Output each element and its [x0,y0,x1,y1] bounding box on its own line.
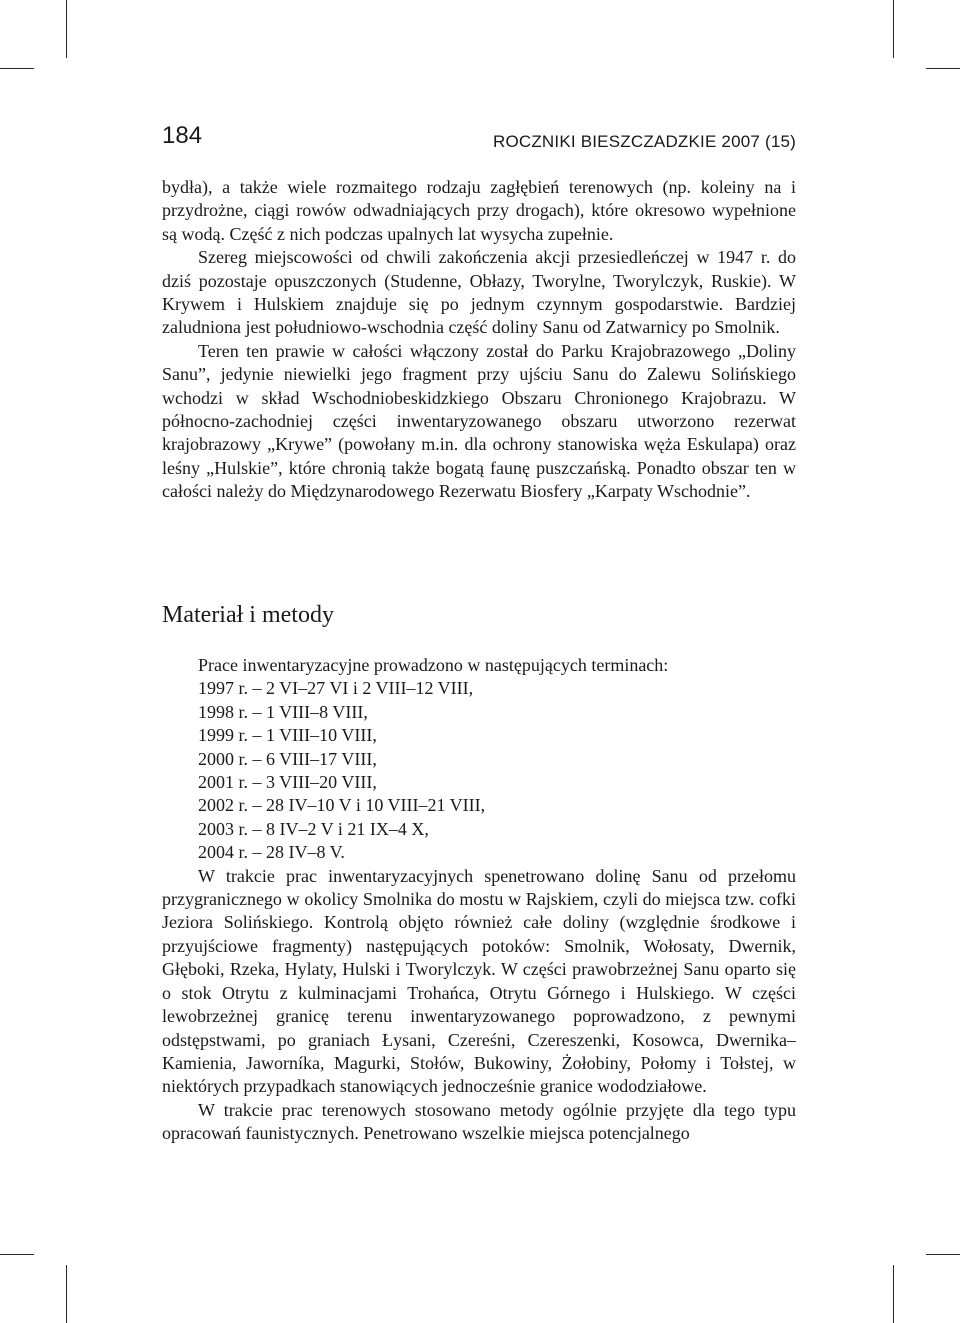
list-item: 2001 r. – 3 VIII–20 VIII, [198,772,377,793]
crop-mark-bottom-right [893,1265,894,1323]
crop-mark-right-upper [926,68,960,69]
crop-mark-left-lower [0,1254,34,1255]
crop-mark-top-left [66,0,67,58]
crop-mark-right-lower [926,1254,960,1255]
list-item: 1997 r. – 2 VI–27 VI i 2 VIII–12 VIII, [198,678,474,699]
page-header [162,118,796,158]
list-item: 1999 r. – 1 VIII–10 VIII, [198,725,377,746]
crop-mark-bottom-left [66,1265,67,1323]
terms-intro: Prace inwentaryzacyjne prowadzono w następujących terminach: [198,655,669,675]
crop-mark-left-upper [0,68,34,69]
intro-text [162,176,796,504]
page-number: 184 [162,122,203,149]
running-head: ROCZNIKI BIESZCZADZKIE 2007 (15) [492,132,796,151]
section-heading: Materiał i metody [162,602,334,628]
list-item: 2003 r. – 8 IV–2 V i 21 IX–4 X, [198,818,429,839]
list-item: 2004 r. – 28 IV–8 V. [198,842,345,863]
paragraph-field-methods: W trakcie prac terenowych stosowano metody ogólnie przyjęte dla tego typu opracowań faunistycznych. Penetrowano wszelkie miejsca potencjalnego [162,1099,796,1144]
paragraph-continuation: bydła), a także wiele rozmaitego rodzaju zagłębień terenowych (np. koleiny na i przydrożne, ciągi rowów odwadniających przy drogach), które okresowo wypełnione są wodą. Część z nich podczas upalnych lat wysycha zupełnie. [162,177,796,244]
list-item: 1998 r. – 1 VIII–8 VIII, [198,701,368,722]
list-item: 2002 r. – 28 IV–10 V i 10 VIII–21 VIII, [198,795,486,816]
paragraph-protected-areas: Teren ten prawie w całości włączony został do Parku Krajobrazowego „Doliny Sanu”, jedynie niewielki jego fragment przy ujściu Sanu do Zalewu Solińskiego wchodzi w skład Wschodniobeskidzkiego Obszaru Chronionego Krajobrazu. W północno-zachodniej części inwentaryzowanego obszaru utworzono rezerwat krajobrazowy „Krywe” (powołany m.in. dla ochrony stanowiska węża Eskulapa) oraz leśny „Hulskie”, które chronią także bogatą faunę puszczańską. Ponadto obszar ten w całości należy do Międzynarodowego Rezerwatu Biosfery „Karpaty Wschodnie”. [162,340,796,502]
crop-mark-top-right [893,0,894,58]
paragraph-settlements: Szereg miejscowości od chwili zakończenia akcji przesiedleńczej w 1947 r. do dziś pozostaje opuszczonych (Studenne, Obłazy, Tworylne, Tworylczyk, Ruskie). W Krywem i Hulskiem znajduje się po jednym czynnym gospodarstwie. Bardziej zaludniona jest południowo-wschodnia część doliny Sanu od Zatwarnicy po Smolnik. [162,247,796,338]
methods-text [162,654,796,1146]
terms-list [162,677,796,864]
list-item: 2000 r. – 6 VIII–17 VIII, [198,748,377,769]
paragraph-study-area: W trakcie prac inwentaryzacyjnych spenetrowano dolinę Sanu od przełomu przygranicznego w okolicy Smolnika do mostu w Rajskiem, czyli do miejsca tzw. cofki Jeziora Solińskiego. Kontrolą objęto również całe doliny (względnie środkowe i przyujściowe fragmenty) następujących potoków: Smolnik, Wołosaty, Dwernik, Głęboki, Rzeka, Hylaty, Hulski i Tworylczyk. W części prawobrzeżnej Sanu oparto się o stok Otrytu z kulminacjami Trohańca, Otrytu Górnego i Hulskiego. W części lewobrzeżnej granicę terenu inwentaryzowanego poprowadzono, z pewnymi odstępstwami, po graniach Łysani, Czereśni, Czereszenki, Kosowca, Dwernika–Kamienia, Jaworníka, Magurki, Stołów, Bukowiny, Żołobiny, Połomy i Tołstej, w niektórych przypadkach stanowiących jednocześnie granice wododziałowe. [162,865,796,1097]
